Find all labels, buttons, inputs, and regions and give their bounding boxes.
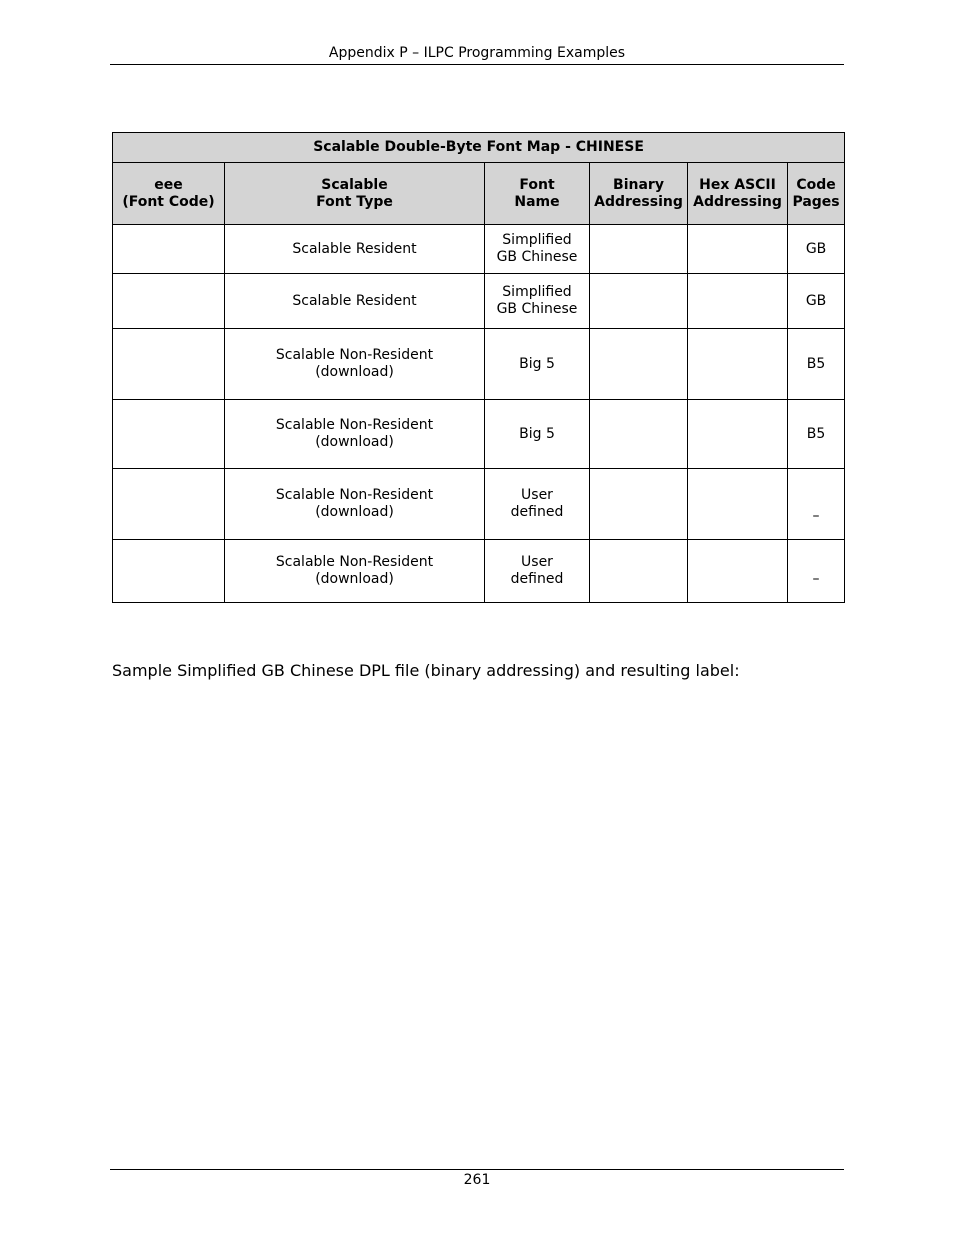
font-name-cell: Big 5 [485, 400, 590, 469]
table-row [113, 540, 845, 603]
table-header-row [113, 163, 845, 225]
column-header-code-pages: Code Pages [788, 163, 845, 225]
binary-addressing-cell [590, 469, 688, 540]
table-row [113, 225, 845, 274]
column-header-hex-ascii-addressing: Hex ASCII Addressing [688, 163, 788, 225]
table-title: Scalable Double-Byte Font Map - CHINESE [113, 133, 845, 163]
code-pages-cell: – [788, 540, 845, 603]
hex-addressing-cell [688, 225, 788, 274]
column-header-font-type: Scalable Font Type [225, 163, 485, 225]
binary-addressing-cell [590, 540, 688, 603]
binary-addressing-cell [590, 329, 688, 400]
font-name-cell: User defined [485, 469, 590, 540]
table-row [113, 274, 845, 329]
column-header-font-name: Font Name [485, 163, 590, 225]
hex-addressing-cell [688, 540, 788, 603]
footer-divider [110, 1169, 844, 1170]
page-header-title: Appendix P – ILPC Programming Examples [328, 45, 626, 61]
table-row [113, 400, 845, 469]
font-name-cell: Simplified GB Chinese [485, 225, 590, 274]
font-code-cell [113, 469, 225, 540]
hex-addressing-cell [688, 329, 788, 400]
font-code-cell [113, 329, 225, 400]
binary-addressing-cell [590, 400, 688, 469]
code-pages-cell: B5 [788, 329, 845, 400]
hex-addressing-cell [688, 469, 788, 540]
font-type-cell: Scalable Non-Resident (download) [225, 540, 485, 603]
table-row [113, 469, 845, 540]
font-code-cell [113, 540, 225, 603]
column-header-binary-addressing: Binary Addressing [590, 163, 688, 225]
font-code-cell [113, 274, 225, 329]
hex-addressing-cell [688, 274, 788, 329]
font-type-cell: Scalable Non-Resident (download) [225, 329, 485, 400]
font-code-cell [113, 400, 225, 469]
page-number: 261 [463, 1172, 491, 1188]
code-pages-cell: GB [788, 274, 845, 329]
table-row [113, 329, 845, 400]
font-name-cell: User defined [485, 540, 590, 603]
font-type-cell: Scalable Non-Resident (download) [225, 400, 485, 469]
binary-addressing-cell [590, 274, 688, 329]
font-name-cell: Big 5 [485, 329, 590, 400]
code-pages-cell: GB [788, 225, 845, 274]
code-pages-cell: B5 [788, 400, 845, 469]
font-name-cell: Simplified GB Chinese [485, 274, 590, 329]
font-code-cell [113, 225, 225, 274]
header-divider [110, 64, 844, 65]
binary-addressing-cell [590, 225, 688, 274]
font-type-cell: Scalable Resident [225, 274, 485, 329]
hex-addressing-cell [688, 400, 788, 469]
column-header-font-code: eee (Font Code) [113, 163, 225, 225]
font-map-table [112, 132, 845, 603]
font-type-cell: Scalable Non-Resident (download) [225, 469, 485, 540]
code-pages-cell: – [788, 469, 845, 540]
font-type-cell: Scalable Resident [225, 225, 485, 274]
body-paragraph: Sample Simplified GB Chinese DPL file (binary addressing) and resulting label: [112, 661, 740, 680]
